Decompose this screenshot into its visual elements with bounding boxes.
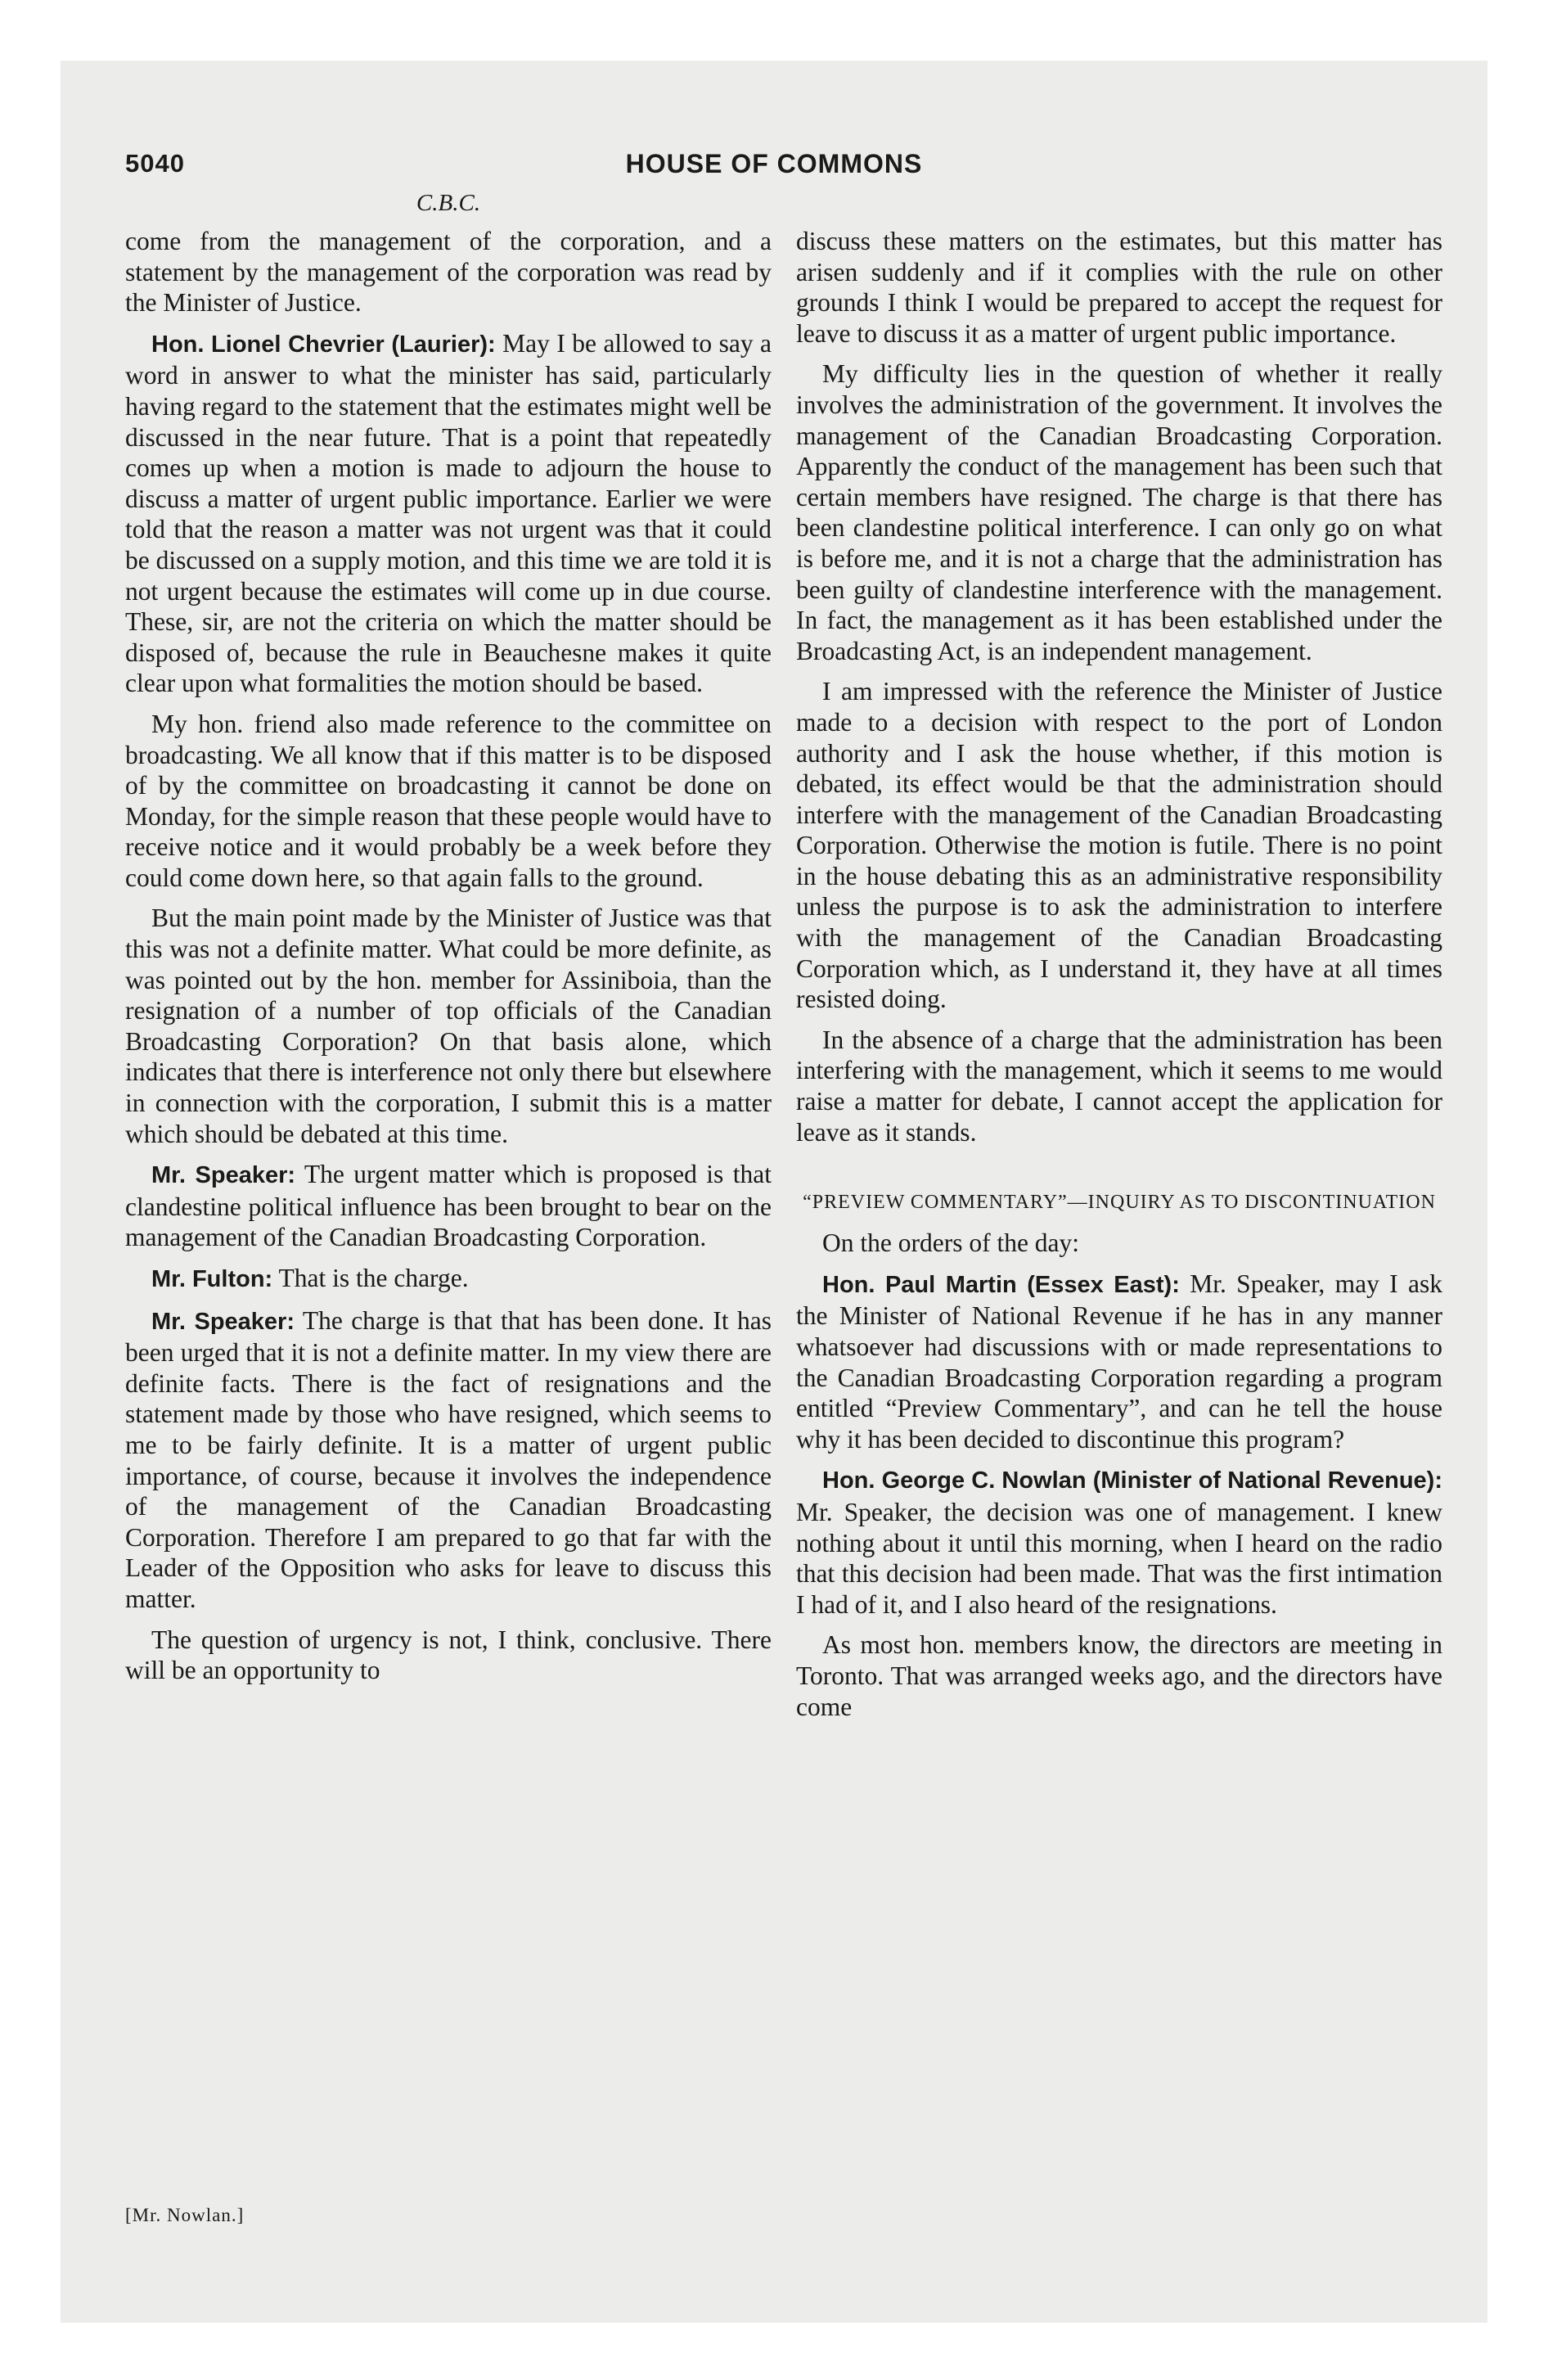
paragraph-text: On the orders of the day:	[822, 1228, 1080, 1258]
paragraph	[796, 1629, 1442, 1722]
paragraph-text: discuss these matters on the estimates, but this matter has arisen suddenly and if it complies with the rule on other grounds I think I would be prepared to accept the request for leave to discuss it as a matter of urgent public importance.	[796, 227, 1442, 348]
paragraph	[796, 226, 1442, 349]
paragraph-text: That is the charge.	[278, 1264, 469, 1292]
running-head: HOUSE OF COMMONS	[625, 149, 923, 178]
paragraph-text: Mr. Speaker, the decision was one of management. I knew nothing about it until this morning, when I heard on the radio that this decision had been made. That was the first intimation I had of it, and I also heard of the resignations.	[796, 1497, 1442, 1619]
paragraph-text: I am impressed with the reference the Minister of Justice made to a decision with respect to the port of London authority and I ask the house whether, if this motion is debated, its effect would be that the administration should interfere with the management of the Canadian Broadcasting Corporation. Otherwise the motion is futile. There is no point in the house debating this as an administrative responsibility unless the purpose is to ask the administration to interfere with the management of the Canadian Broadcasting Corporation which, as I understand it, they have at all times resisted doing.	[796, 677, 1442, 1014]
paragraph-text: The question of urgency is not, I think, conclusive. There will be an opportunity to	[125, 1625, 772, 1685]
section-heading: “PREVIEW COMMENTARY”—INQUIRY AS TO DISCONTINUATION	[803, 1192, 1436, 1214]
paragraph-text: The charge is that that has been done. It has been urged that it is not a definite matter. In my view there are definite facts. There is the fact of resignations and the statement made by those who have resigned, which seems to me to be fairly definite. It is a matter of urgent public importance, of course, because it involves the independence of the management of the Canadian Broadcasting Corporation. Therefore I am prepared to go that far with the Leader of the Opposition who asks for leave to discuss this matter.	[125, 1305, 772, 1613]
paragraph	[796, 676, 1442, 1015]
paragraph	[125, 1625, 772, 1686]
paragraph-text: The urgent matter which is proposed is that clandestine political influence has been brought to bear on the management of the Canadian Broadcasting Corporation.	[125, 1160, 772, 1252]
paragraph-text: As most hon. members know, the directors are meeting in Toronto. That was arranged weeks ago, and the directors have come	[796, 1630, 1442, 1721]
speaker-name: Mr. Speaker:	[151, 1162, 296, 1189]
paragraph-text: My hon. friend also made reference to the committee on broadcasting. We all know that if this matter is to be disposed of by the committee on broadcasting it cannot be done on Monday, for the simple reason that these people would have to receive notice and it would probably be a week before they could come down here, so that again falls to the ground.	[125, 709, 772, 892]
paragraph	[125, 226, 772, 318]
speaker-name: Hon. George C. Nowlan (Minister of National Revenue):	[822, 1467, 1442, 1494]
speaker-name: Mr. Fulton:	[151, 1266, 273, 1292]
speech-paragraph	[125, 1159, 772, 1253]
right-column	[796, 226, 1442, 1722]
speech-paragraph	[125, 1305, 772, 1615]
paragraph	[125, 903, 772, 1149]
paragraph-text: come from the management of the corporation, and a statement by the management of the corporation was read by the Minister of Justice.	[125, 227, 772, 318]
speaker-name: Hon. Lionel Chevrier (Laurier):	[151, 331, 496, 358]
paragraph-text: May I be allowed to say a word in answer to what the minister has said, particularly having regard to the statement that the estimates might well be discussed in the near future. That is a point that repeatedly comes up when a motion is made to adjourn the house to discuss a matter of urgent public importance. Earlier we were told that the reason a matter was not urgent was that it could be discussed on a supply motion, and this time we are told it is not urgent because the estimates will come up in due course. These, sir, are not the criteria on which the matter should be disposed of, because the rule in Beauchesne makes it quite clear upon what formalities the motion should be based.	[125, 328, 772, 698]
speech-paragraph	[125, 1263, 772, 1296]
speaker-name: Hon. Paul Martin (Essex East):	[822, 1271, 1180, 1298]
speaker-name: Mr. Speaker:	[151, 1308, 295, 1335]
left-column	[125, 226, 772, 1686]
subject-heading: C.B.C.	[416, 190, 481, 216]
paragraph-text: In the absence of a charge that the administration has been interfering with the management, which it seems to me would raise a matter for debate, I cannot accept the application for leave as it stands.	[796, 1025, 1442, 1147]
paragraph	[796, 1025, 1442, 1147]
footer-speaker-note: [Mr. Nowlan.]	[125, 2205, 245, 2225]
paragraph	[796, 358, 1442, 666]
paragraph-text: My difficulty lies in the question of whether it really involves the administration of the government. It involves the management of the Canadian Broadcasting Corporation. Apparently the conduct of the management has been such that certain members have resigned. The charge is that there has been clandestine political interference. I can only go on what is before me, and it is not a charge that the administration has been guilty of clandestine interference with the management. In fact, the management as it has been established under the Broadcasting Act, is an independent management.	[796, 359, 1442, 665]
speech-paragraph	[125, 328, 772, 699]
speech-paragraph	[796, 1464, 1442, 1620]
paragraph-text: Mr. Speaker, may I ask the Minister of National Revenue if he has in any manner whatsoever had discussions with or made representations to the Canadian Broadcasting Corporation regarding a program entitled “Preview Commentary”, and can he tell the house why it has been decided to discontinue this program?	[796, 1269, 1442, 1454]
paragraph	[796, 1228, 1442, 1259]
paragraph-text: But the main point made by the Minister of Justice was that this was not a definite matter. What could be more definite, as was pointed out by the hon. member for Assiniboia, than the resignation of a number of top officials of the Canadian Broadcasting Corporation? On that basis alone, which indicates that there is interference not only there but elsewhere in connection with the corporation, I submit this is a matter which should be debated at this time.	[125, 904, 772, 1148]
paragraph	[125, 709, 772, 894]
page-number: 5040	[125, 149, 185, 178]
speech-paragraph	[796, 1269, 1442, 1455]
